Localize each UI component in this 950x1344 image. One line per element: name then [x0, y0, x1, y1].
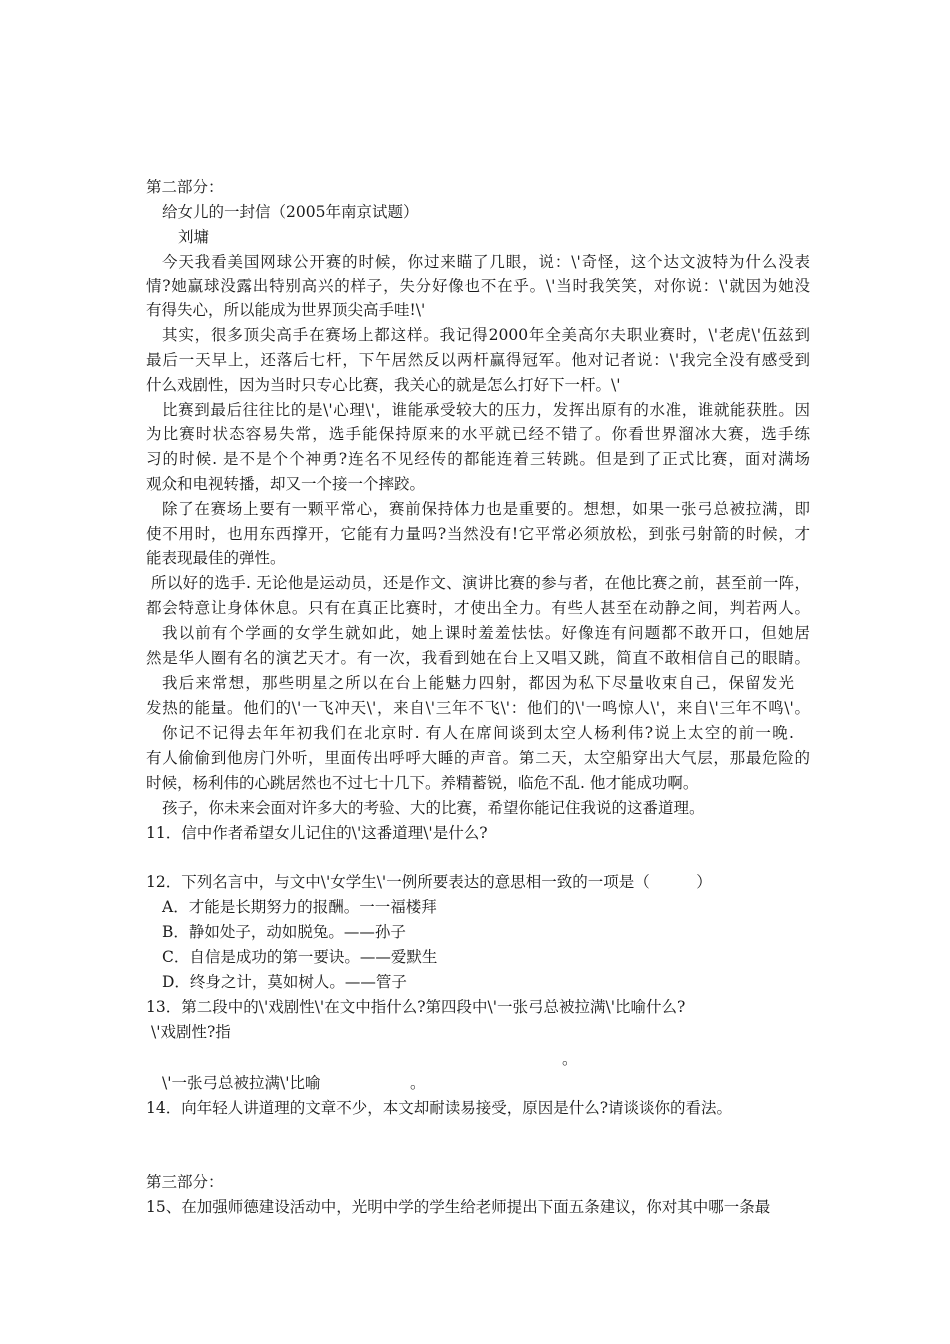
paragraph-line: 发热的能量。他们的\'一飞冲天\'，来自\'三年不飞\'：他们的\'一鸣惊人\'，来自\'三年不鸣\'。	[146, 699, 810, 717]
article-author: 刘墉	[178, 228, 210, 246]
section-heading-part3: 第三部分：	[146, 1173, 224, 1191]
paragraph-line: 都会特意让身体休息。只有在真正比赛时，才使出全力。有些人甚至在动静之间，判若两人。	[146, 599, 810, 617]
question-11: 11．信中作者希望女儿记住的\'这番道理\'是什么?	[146, 824, 488, 842]
paragraph-line: 我以前有个学画的女学生就如此，她上课时羞羞怯怯。好像连有问题都不敢开口，但她居	[162, 624, 810, 642]
paragraph-line: 其实，很多顶尖高手在赛场上都这样。我记得2000年全美高尔夫职业赛时，\'老虎\'伍兹到	[162, 326, 810, 344]
question-12-option-a: A．才能是长期努力的报酬。一一福楼拜	[162, 898, 437, 916]
paragraph-line: 什么戏剧性，因为当时只专心比赛，我关心的就是怎么打好下一杆。\'	[146, 376, 621, 394]
paragraph-line: 为比赛时状态容易失常，选手能保持原来的水平就已经不错了。你看世界溜冰大赛，选手练	[146, 425, 810, 443]
paragraph-line: 情?她赢球没露出特别高兴的样子，失分好像也不在乎。\'当时我笑笑，对你说：\'就因为她没	[146, 277, 810, 295]
paragraph-line: 时候，杨利伟的心跳居然也不过七十几下。养精蓄锐，临危不乱. 他才能成功啊。	[146, 774, 699, 792]
question-14: 14．向年轻人讲道理的文章不少，本文却耐读易接受，原因是什么?请谈谈你的看法。	[146, 1099, 733, 1117]
paragraph-line: 习的时候. 是不是个个神勇?连名不见经传的都能连着三转跳。但是到了正式比赛，面对满场	[146, 450, 810, 468]
paragraph-line: 能表现最佳的弹性。	[146, 549, 286, 567]
question-13-answer-a-label: \'戏剧性?指	[151, 1023, 231, 1041]
paragraph-line: 我后来常想，那些明星之所以在台上能魅力四射，都因为私下尽量收束自己，保留发光	[162, 674, 794, 692]
paragraph-line: 有人偷偷到他房门外听，里面传出呼呼大睡的声音。第二天，太空船穿出大气层，那最危险的	[146, 749, 810, 767]
paragraph-line: 孩子，你未来会面对许多大的考验、大的比赛，希望你能记住我说的这番道理。	[162, 799, 705, 817]
paragraph-line: 最后一天早上，还落后七杆，下午居然反以两杆赢得冠军。他对记者说：\'我完全没有感受到	[146, 351, 810, 369]
paragraph-line: 所以好的选手. 无论他是运动员，还是作文、演讲比赛的参与者，在他比赛之前，甚至前一阵，	[151, 574, 810, 592]
section-heading-part2: 第二部分：	[146, 178, 224, 196]
paragraph-line: 比赛到最后往往比的是\'心理\'，谁能承受较大的压力，发挥出原有的水准，谁就能获胜。因	[162, 401, 810, 419]
question-12-option-b: B．静如处子，动如脱兔。——孙子	[162, 923, 406, 941]
question-13-answer-b-end: 。	[410, 1074, 426, 1092]
question-13: 13．第二段中的\'戏剧性\'在文中指什么?第四段中\'一张弓总被拉满\'比喻什么?	[146, 998, 686, 1016]
question-12-option-d: D．终身之计，莫如树人。——管子	[162, 973, 407, 991]
paragraph-line: 你记不记得去年年初我们在北京时. 有人在席间谈到太空人杨利伟?说上太空的前一晚.	[162, 724, 794, 742]
paragraph-line: 使不用时，也用东西撑开，它能有力量吗?当然没有!它平常必须放松，到张弓射箭的时候，才	[146, 525, 810, 543]
question-13-answer-b-label: \'一张弓总被拉满\'比喻	[162, 1074, 321, 1092]
paragraph-line: 观众和电视转播，却又一个接一个摔跤。	[146, 475, 426, 493]
paragraph-line: 然是华人圈有名的演艺天才。有一次，我看到她在台上又唱又跳，简直不敢相信自己的眼睛。	[146, 649, 810, 667]
question-12: 12．下列名言中，与文中\'女学生\'一例所要表达的意思相一致的一项是（ ）	[146, 873, 712, 891]
question-12-option-c: C．自信是成功的第一要诀。——爱默生	[162, 948, 438, 966]
question-13-answer-a-end: 。	[562, 1050, 578, 1068]
question-15: 15、在加强师德建设活动中，光明中学的学生给老师提出下面五条建议，你对其中哪一条最	[146, 1198, 771, 1216]
article-title: 给女儿的一封信（2005年南京试题）	[162, 203, 419, 221]
paragraph-line: 有得失心，所以能成为世界顶尖高手哇!\'	[146, 301, 426, 319]
paragraph-line: 除了在赛场上要有一颗平常心，赛前保持体力也是重要的。想想，如果一张弓总被拉满，即	[162, 500, 810, 518]
paragraph-line: 今天我看美国网球公开赛的时候，你过来瞄了几眼，说：\'奇怪，这个达文波特为什么没表	[162, 253, 810, 271]
